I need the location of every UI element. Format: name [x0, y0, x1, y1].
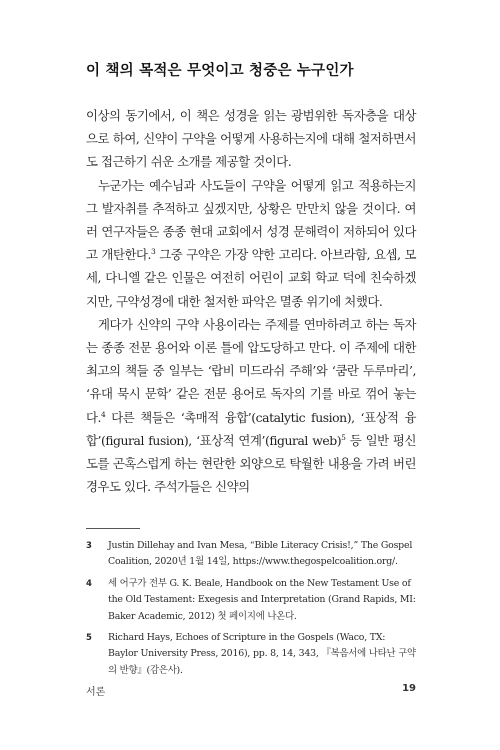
- footnote-ref-5[interactable]: 5: [341, 432, 346, 442]
- footnote-number: 5: [86, 633, 92, 644]
- page-number: 19: [402, 683, 416, 694]
- paragraph-3-text-a: 게다가 신약의 구약 사용이라는 주제를 연마하려고 하는 독자는 종종 전문 용어와 이론 틀에 압도당하고 만다. 이 주제에 대한 최고의 책들 중 일부는 ‘랍비 미드라쉬 주해’와 ‘쿰란 두루마리’, ‘유대 묵시 문학’ 같은 전문 용어로 독자의 기를 바로 꺾어 놓는다.: [86, 316, 416, 425]
- footnote-text: Justin Dillehay and Ivan Mesa, “Bible Literacy Crisis!,” The Gospel Coalition, 2020년 1월 14일, https://www.thegospelcoalition.org/.: [108, 540, 413, 568]
- footnote-divider: [86, 528, 140, 529]
- paragraph-1: 이상의 동기에서, 이 책은 성경을 읽는 광범위한 독자층을 대상으로 하여, 신약이 구약을 어떻게 사용하는지에 대해 철저하면서도 접근하기 쉬운 소개를 제공할 것이다.: [86, 108, 416, 170]
- footnote-5: [86, 630, 416, 679]
- paragraph-2-text-b: 그중 구약은 가장 약한 고리다. 아브라함, 요셉, 모세, 다니엘 같은 인물은 여전히 어린이 교회 학교 덕에 친숙하겠지만, 구약성경에 대한 철저한 파악은 멸종 위기에 처했다.: [86, 247, 417, 309]
- footnote-ref-4[interactable]: 4: [101, 409, 106, 419]
- paragraph-2-text-a: 누군가는 예수님과 사도들이 구약을 어떻게 읽고 적용하는지 그 발자취를 추적하고 싶겠지만, 상황은 만만치 않을 것이다. 여러 연구자들은 종종 현대 교회에서 성경 문해력이 저하되어 있다고 개탄한다.: [86, 177, 416, 263]
- section-heading: 이 책의 목적은 무엇이고 청중은 누구인가: [86, 63, 354, 79]
- footnote-text: Richard Hays, Echoes of Scripture in the Gospels (Waco, TX: Baylor University Press, 2016), pp. 8, 14, 343, 『복음서에 나타난 구약의 반향』(감은사).: [108, 632, 416, 676]
- paragraph-3: [86, 313, 416, 499]
- footnotes: [86, 538, 416, 684]
- footnote-ref-3[interactable]: 3: [151, 247, 156, 257]
- running-head: 서론: [86, 687, 106, 698]
- paragraph-2: [86, 174, 416, 313]
- footnote-number: 3: [86, 541, 92, 551]
- page-footer: [86, 683, 416, 699]
- paragraph-3-text-b: 다른 책들은 ‘촉매적 융합’(catalytic fusion), ‘표상적 융합’(figural fusion), ‘표상적 연계’(figural web): [86, 409, 416, 448]
- body-text: [86, 104, 416, 498]
- footnote-text: 세 어구가 전부 G. K. Beale, Handbook on the New Testament Use of the Old Testament: Exegesis and Interpretation (Grand Rapids, MI: Baker Academic, 2012) 첫 페이지에 나온다.: [108, 577, 416, 622]
- footnote-4: [86, 576, 416, 625]
- footnote-3: [86, 538, 416, 571]
- footnote-number: 4: [86, 578, 92, 589]
- paragraph-3-text-c: 등 일반 평신도를 곤혹스럽게 하는 현란한 외양으로 탁월한 내용을 가려 버린 경우도 있다. 주석가들은 신약의: [86, 432, 416, 495]
